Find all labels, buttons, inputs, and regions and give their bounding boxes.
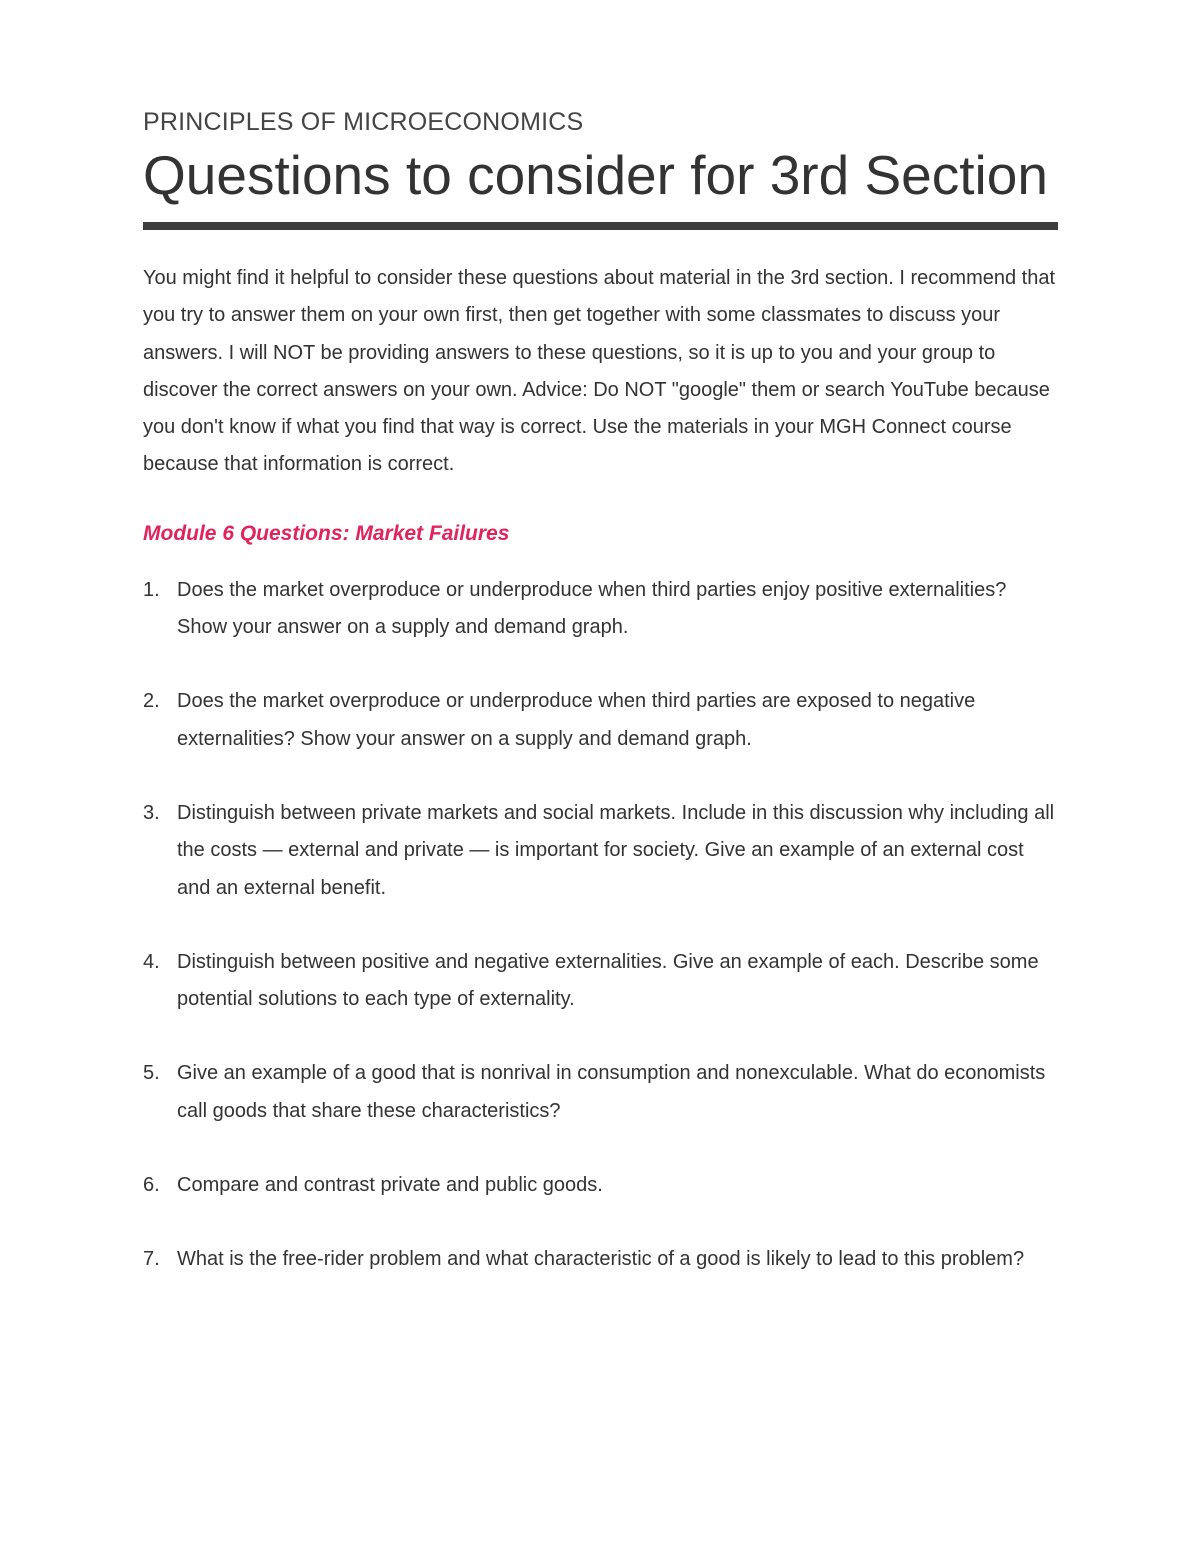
question-text: Distinguish between positive and negative externalities. Give an example of each. Describe some potential solutions to each type of externality. [177,950,1039,1011]
question-item [143,1055,1058,1130]
question-item [143,572,1058,647]
question-number: 4. [143,950,160,973]
question-text: Distinguish between private markets and social markets. Include in this discussion why including all the costs — external and private — is important for society. Give an example of an external cost and an external benefit. [177,801,1055,899]
question-number: 2. [143,690,160,713]
question-number: 5. [143,1062,160,1085]
question-item [143,683,1058,758]
question-number: 3. [143,801,160,824]
question-text: Does the market overproduce or underproduce when third parties enjoy positive externalities? Show your answer on a supply and demand graph. [177,578,1007,639]
question-item [143,944,1058,1019]
page-title: Questions to consider for 3rd Section [143,144,1048,206]
section-heading: Module 6 Questions: Market Failures [143,521,510,545]
question-number: 1. [143,578,160,601]
title-divider [143,222,1058,230]
question-text: Does the market overproduce or underproduce when third parties are exposed to negative externalities? Show your answer on a supply and demand graph. [177,690,976,750]
intro-paragraph: You might find it helpful to consider these questions about material in the 3rd section. I recommend that you try to answer them on your own first, then get together with some classmates to discuss your answers. I will NOT be providing answers to these questions, so it is up to you and your group to discover the correct answers on your own. Advice: Do NOT "google" them or search YouTube because you don't know if what you find that way is correct. Use the materials in your MGH Connect course because that information is correct. [143,267,1056,476]
question-item [143,795,1058,907]
question-number: 6. [143,1174,160,1197]
course-subtitle: PRINCIPLES OF MICROECONOMICS [143,108,584,136]
question-text: Give an example of a good that is nonrival in consumption and nonexculable. What do economists call goods that share these characteristics? [177,1062,1046,1122]
question-text: What is the free-rider problem and what characteristic of a good is likely to lead to this problem? [177,1248,1025,1271]
question-item [143,1241,1058,1278]
question-number: 7. [143,1248,160,1271]
question-text: Compare and contrast private and public goods. [177,1174,603,1197]
document-body [143,104,1058,1316]
question-list [143,572,1058,1279]
question-item [143,1167,1058,1204]
